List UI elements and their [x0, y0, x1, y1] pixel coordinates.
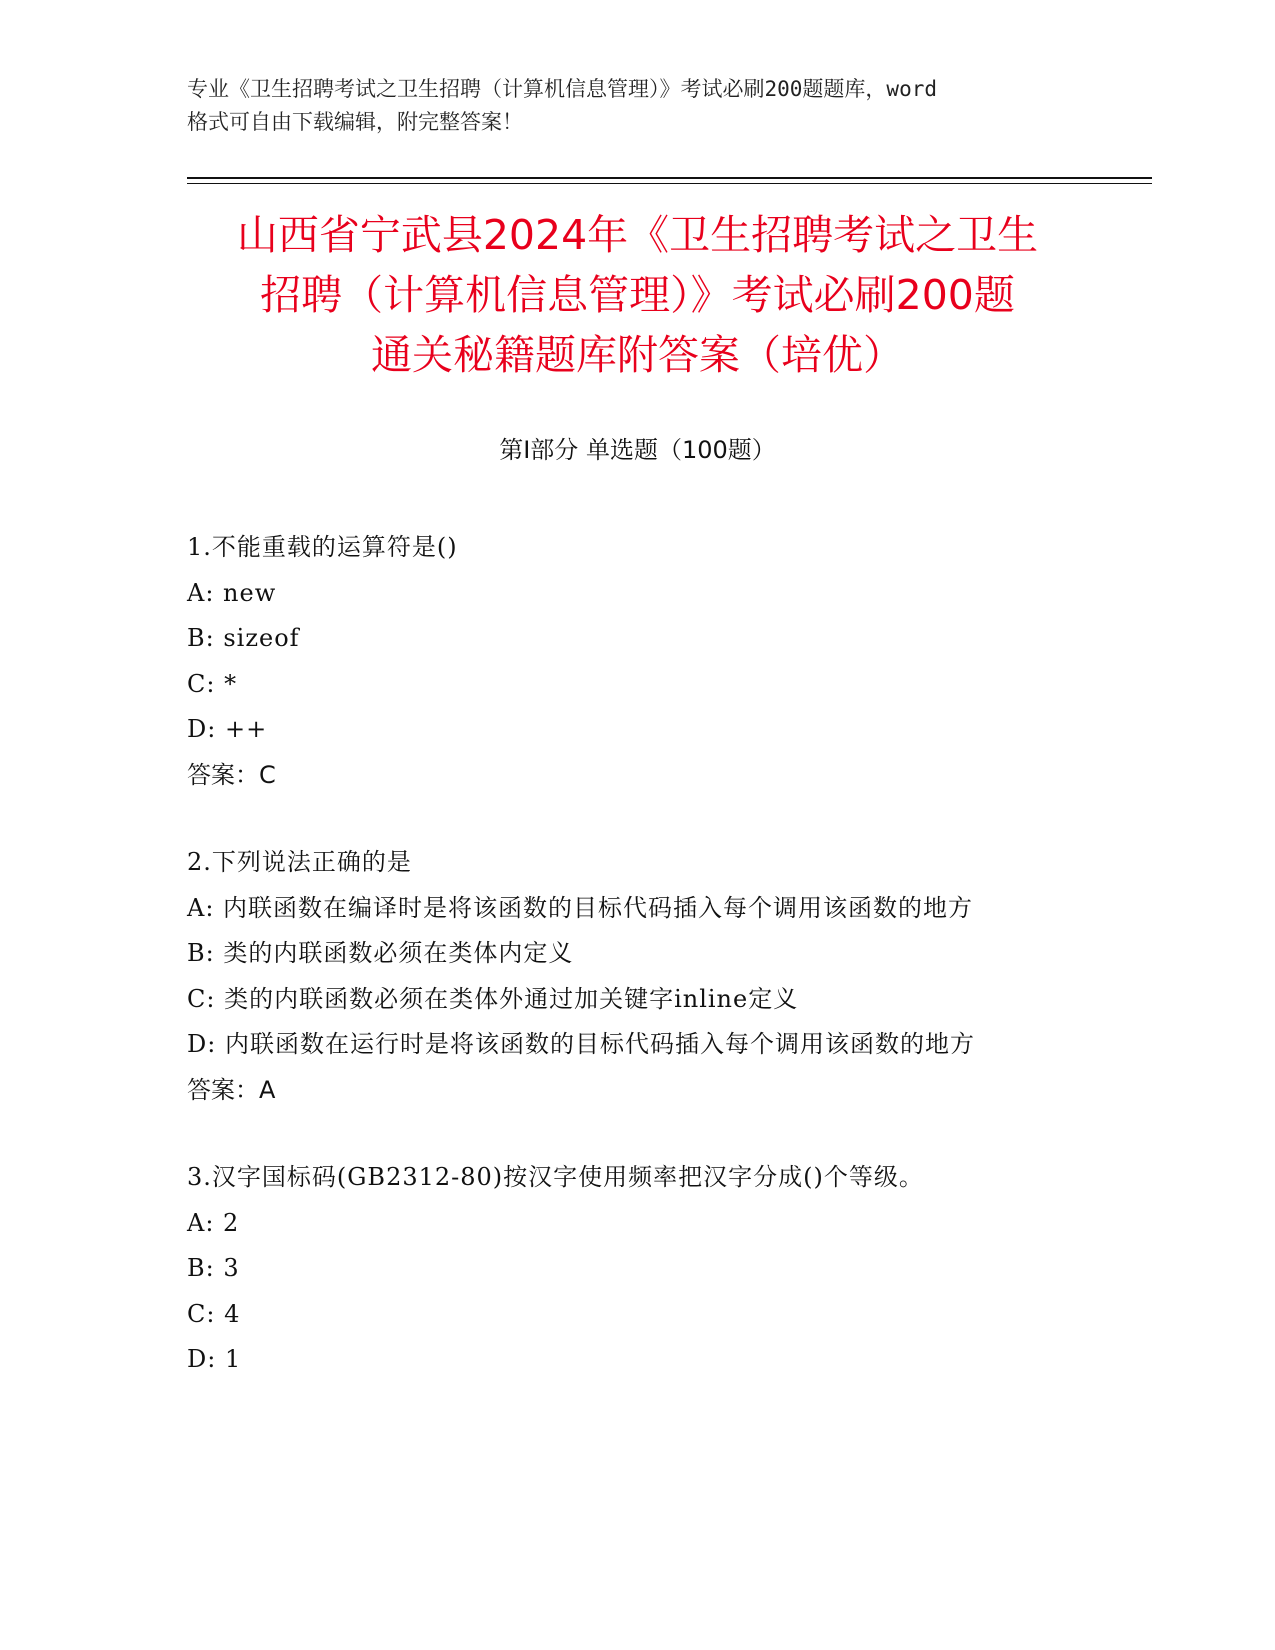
document-title [160, 205, 1115, 385]
option-c: C: 4 [187, 1299, 241, 1328]
answer-key: 答案：C [187, 760, 276, 789]
option-b: B: 3 [187, 1254, 240, 1282]
document-title-line-2: 招聘（计算机信息管理）》考试必刷200题 [260, 271, 1015, 319]
option-a: A: new [187, 578, 277, 607]
option-d: D: ++ [187, 715, 268, 743]
header-divider-thin [187, 183, 1152, 184]
question-stem: 2.下列说法正确的是 [187, 848, 412, 876]
header-note-line-1: 专业《卫生招聘考试之卫生招聘（计算机信息管理）》考试必刷200题题库，word [187, 77, 937, 101]
option-a: A: 内联函数在编译时是将该函数的目标代码插入每个调用该函数的地方 [187, 893, 974, 922]
question-3 [187, 1155, 1077, 1383]
question-2 [187, 840, 1077, 1113]
header-note-line-2: 格式可自由下载编辑，附完整答案！ [187, 110, 523, 134]
question-stem: 3.汉字国标码(GB2312-80)按汉字使用频率把汉字分成()个等级。 [187, 1163, 924, 1191]
question-stem: 1.不能重载的运算符是() [187, 533, 458, 561]
option-b: B: sizeof [187, 624, 300, 652]
option-c: C: 类的内联函数必须在类体外通过加关键字inline定义 [187, 984, 799, 1013]
header-divider-thick [187, 177, 1152, 179]
option-d: D: 内联函数在运行时是将该函数的目标代码插入每个调用该函数的地方 [187, 1030, 975, 1058]
answer-key: 答案：A [187, 1075, 276, 1104]
option-d: D: 1 [187, 1345, 242, 1373]
document-title-line-1: 山西省宁武县2024年《卫生招聘考试之卫生 [236, 211, 1039, 259]
section-heading: 第Ⅰ部分 单选题（100题） [499, 436, 776, 464]
question-1 [187, 525, 1077, 798]
option-b: B: 类的内联函数必须在类体内定义 [187, 939, 574, 967]
option-a: A: 2 [187, 1208, 240, 1237]
document-title-line-3: 通关秘籍题库附答案（培优） [371, 331, 904, 379]
question-list [187, 525, 1077, 1425]
option-c: C: * [187, 669, 238, 698]
header-note [187, 73, 1087, 139]
